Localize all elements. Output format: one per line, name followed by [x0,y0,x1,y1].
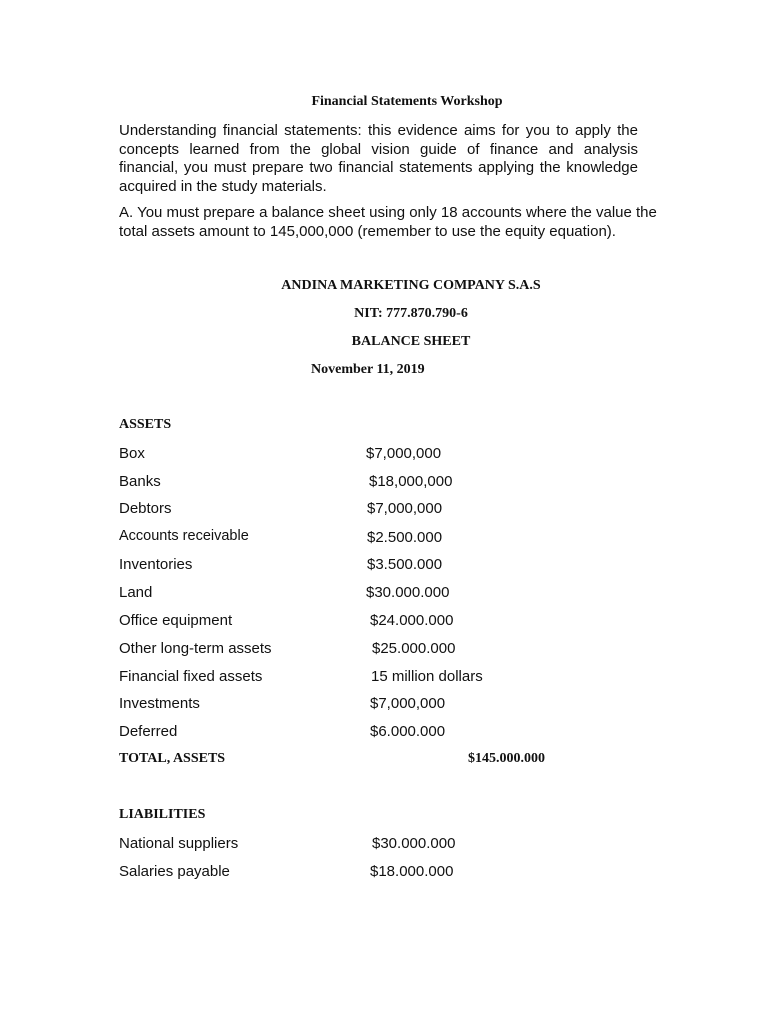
liability-value-salaries-payable: $18.000.000 [370,863,454,880]
instruction-paragraph: A. You must prepare a balance sheet using only 18 accounts where the value the total assets amount to 145,000,000 (remember to use the equity equation). [119,204,657,240]
asset-value-box: $7,000,000 [366,445,442,462]
asset-value-office-equipment: $24.000.000 [370,612,454,629]
statement-title: BALANCE SHEET [351,334,471,349]
asset-label-office-equipment: Office equipment [119,612,233,629]
liability-value-national-suppliers: $30.000.000 [372,835,456,852]
intro-paragraph: Understanding financial statements: this evidence aims for you to apply the concepts learned from the global vision guide of finance and analysis financial, you must prepare two financial statements applying the knowledge acquired in the study materials. [119,122,638,195]
liability-label-national-suppliers: National suppliers [119,835,239,852]
asset-value-debtors: $7,000,000 [367,500,443,517]
total-assets-label: TOTAL, ASSETS [119,751,226,766]
asset-label-land: Land [119,584,153,601]
asset-value-other-long-term-assets: $25.000.000 [372,640,456,657]
asset-label-other-long-term-assets: Other long-term assets [119,640,272,657]
asset-label-accounts-receivable: Accounts receivable [119,528,249,544]
liability-label-salaries-payable: Salaries payable [119,863,230,880]
company-nit: NIT: 777.870.790-6 [354,306,468,321]
asset-label-investments: Investments [119,695,200,712]
asset-value-accounts-receivable: $2.500.000 [367,529,443,546]
total-assets-value: $145.000.000 [468,751,545,766]
asset-value-investments: $7,000,000 [370,695,446,712]
asset-label-box: Box [119,445,145,462]
asset-label-debtors: Debtors [119,500,172,517]
asset-value-deferred: $6.000.000 [370,723,446,740]
asset-label-deferred: Deferred [119,723,178,740]
company-name: ANDINA MARKETING COMPANY S.A.S [281,278,541,293]
asset-value-inventories: $3.500.000 [367,556,443,573]
statement-date: November 11, 2019 [311,362,425,377]
asset-label-financial-fixed-assets: Financial fixed assets [119,668,263,685]
asset-value-banks: $18,000,000 [369,473,453,490]
asset-value-financial-fixed-assets: 15 million dollars [371,668,483,685]
document-title: Financial Statements Workshop [311,94,503,109]
asset-label-inventories: Inventories [119,556,193,573]
asset-label-banks: Banks [119,473,161,490]
asset-value-land: $30.000.000 [366,584,450,601]
assets-heading: ASSETS [119,417,172,432]
liabilities-heading: LIABILITIES [119,807,206,822]
